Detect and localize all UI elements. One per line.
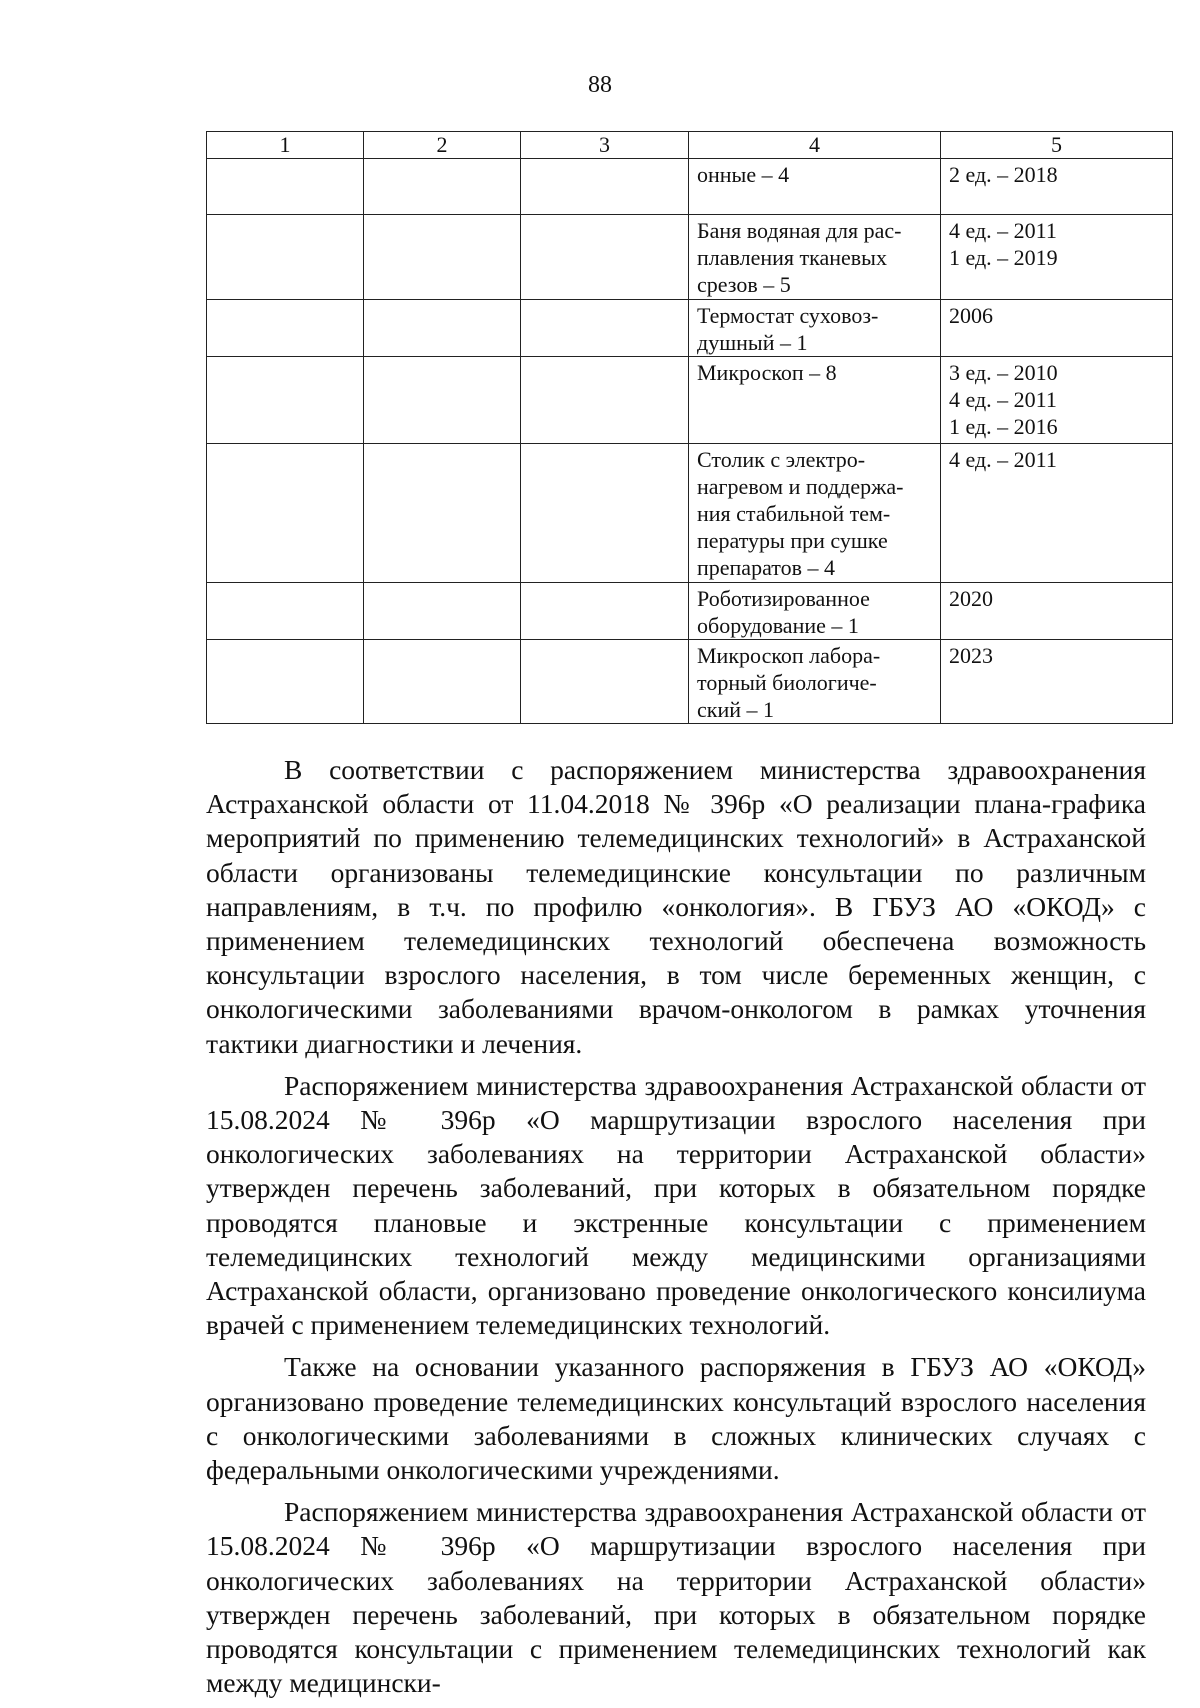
empty-cell (521, 583, 689, 640)
empty-cell (364, 583, 521, 640)
empty-cell (207, 300, 364, 357)
table-row (207, 159, 1173, 215)
cell-line: плавления тканевых (697, 245, 887, 270)
cell-line: препаратов – 4 (697, 555, 835, 580)
empty-cell (521, 357, 689, 444)
cell-line: срезов – 5 (697, 272, 791, 297)
empty-cell (364, 300, 521, 357)
cell-line: Микроскоп – 8 (697, 360, 837, 385)
cell-line: Столик с электро- (697, 447, 866, 472)
cell-line: Баня водяная для рас- (697, 218, 902, 243)
cell-line: 2006 (949, 303, 993, 328)
cell-line: 2 ед. – 2018 (949, 162, 1058, 187)
empty-cell (364, 640, 521, 724)
empty-cell (521, 159, 689, 215)
equipment-name-cell (689, 159, 941, 215)
cell-line: нагревом и поддержа- (697, 474, 904, 499)
cell-line: 4 ед. – 2011 (949, 387, 1057, 412)
paragraph: Распоряжением министерства здравоохранения Астраханской области от 15.08.2024 № 396р «О маршрутизации взрослого населения при онкологических заболеваниях на территории Астраханской области» утвержден перечень заболеваний, пpи которых в обязательном порядке проводятся консультации с применением телемедицинских технологий как между медицински- (206, 1496, 1146, 1699)
empty-cell (364, 159, 521, 215)
table-row (207, 640, 1173, 724)
year-cell (941, 444, 1173, 583)
equipment-name-cell (689, 215, 941, 300)
table-header-row (207, 132, 1173, 159)
cell-line: 1 ед. – 2019 (949, 245, 1058, 270)
table-body (207, 159, 1173, 724)
empty-cell (207, 444, 364, 583)
year-cell (941, 357, 1173, 444)
equipment-name-cell (689, 444, 941, 583)
cell-line: Роботизированное (697, 586, 870, 611)
paragraph: В соответствии с распоряжением министерства здравоохранения Астраханской области от 11.04.2018 № 396р «О реализации плана-графика мероприятий по применению телемедицинских технологий» в Астраханской области организованы телемедицинские консультации по различным направлениям, в т.ч. по профилю «онкология». В ГБУЗ АО «ОКОД» с применением телемедицинских технологий обеспечена возможность консультации взрослого населения, в том числе беременных женщин, с онкологическими заболеваниями врачом-онкологом в рамках уточнения тактики диагностики и лечения. (206, 754, 1146, 1059)
year-cell (941, 583, 1173, 640)
empty-cell (364, 444, 521, 583)
empty-cell (207, 215, 364, 300)
cell-line: 2023 (949, 643, 993, 668)
year-cell (941, 215, 1173, 300)
table-row (207, 215, 1173, 300)
cell-line: торный биологиче- (697, 670, 877, 695)
page-number: 88 (588, 72, 612, 98)
cell-line: оборудование – 1 (697, 613, 859, 638)
empty-cell (521, 640, 689, 724)
table-row (207, 300, 1173, 357)
column-header: 3 (521, 132, 689, 159)
column-header: 4 (689, 132, 941, 159)
year-cell (941, 640, 1173, 724)
body-text (206, 753, 1146, 1708)
column-header: 2 (364, 132, 521, 159)
cell-line: 1 ед. – 2016 (949, 414, 1058, 439)
empty-cell (207, 159, 364, 215)
empty-cell (364, 357, 521, 444)
table-row (207, 583, 1173, 640)
year-cell (941, 159, 1173, 215)
equipment-name-cell (689, 357, 941, 444)
cell-line: Микроскоп лабора- (697, 643, 881, 668)
empty-cell (207, 357, 364, 444)
column-header: 1 (207, 132, 364, 159)
year-cell (941, 300, 1173, 357)
cell-line: ния стабильной тем- (697, 501, 891, 526)
table-row (207, 357, 1173, 444)
empty-cell (521, 215, 689, 300)
cell-line: 3 ед. – 2010 (949, 360, 1058, 385)
paragraph: Также на основании указанного распоряжения в ГБУЗ АО «ОКОД» организовано проведение телемедицинских консультаций взрослого населения с онкологическими заболеваниями в сложных клинических случаях с федеральными онкологическими учреждениями. (206, 1351, 1146, 1486)
cell-line: 4 ед. – 2011 (949, 447, 1057, 472)
column-header: 5 (941, 132, 1173, 159)
cell-line: пературы при сушке (697, 528, 888, 553)
cell-line: душный – 1 (697, 330, 808, 355)
paragraph: Распоряжением министерства здравоохранения Астраханской области от 15.08.2024 № 396р «О маршрутизации взрослого населения при онкологических заболеваниях на территории Астраханской области» утвержден перечень заболеваний, при которых в обязательном порядке проводятся плановые и экстренные консультации с применением телемедицинских технологий между медицинскими организациями Астраханской области, организовано проведение онкологического консилиума врачей с применением телемедицинских технологий. (206, 1069, 1146, 1341)
equipment-table (206, 131, 1173, 724)
equipment-name-cell (689, 300, 941, 357)
empty-cell (521, 300, 689, 357)
empty-cell (207, 583, 364, 640)
cell-line: ский – 1 (697, 697, 774, 722)
equipment-name-cell (689, 583, 941, 640)
table-row (207, 444, 1173, 583)
cell-line: 2020 (949, 586, 993, 611)
cell-line: 4 ед. – 2011 (949, 218, 1057, 243)
empty-cell (364, 215, 521, 300)
empty-cell (207, 640, 364, 724)
cell-line: Термостат суховоз- (697, 303, 879, 328)
cell-line: онные – 4 (697, 162, 790, 187)
equipment-name-cell (689, 640, 941, 724)
empty-cell (521, 444, 689, 583)
